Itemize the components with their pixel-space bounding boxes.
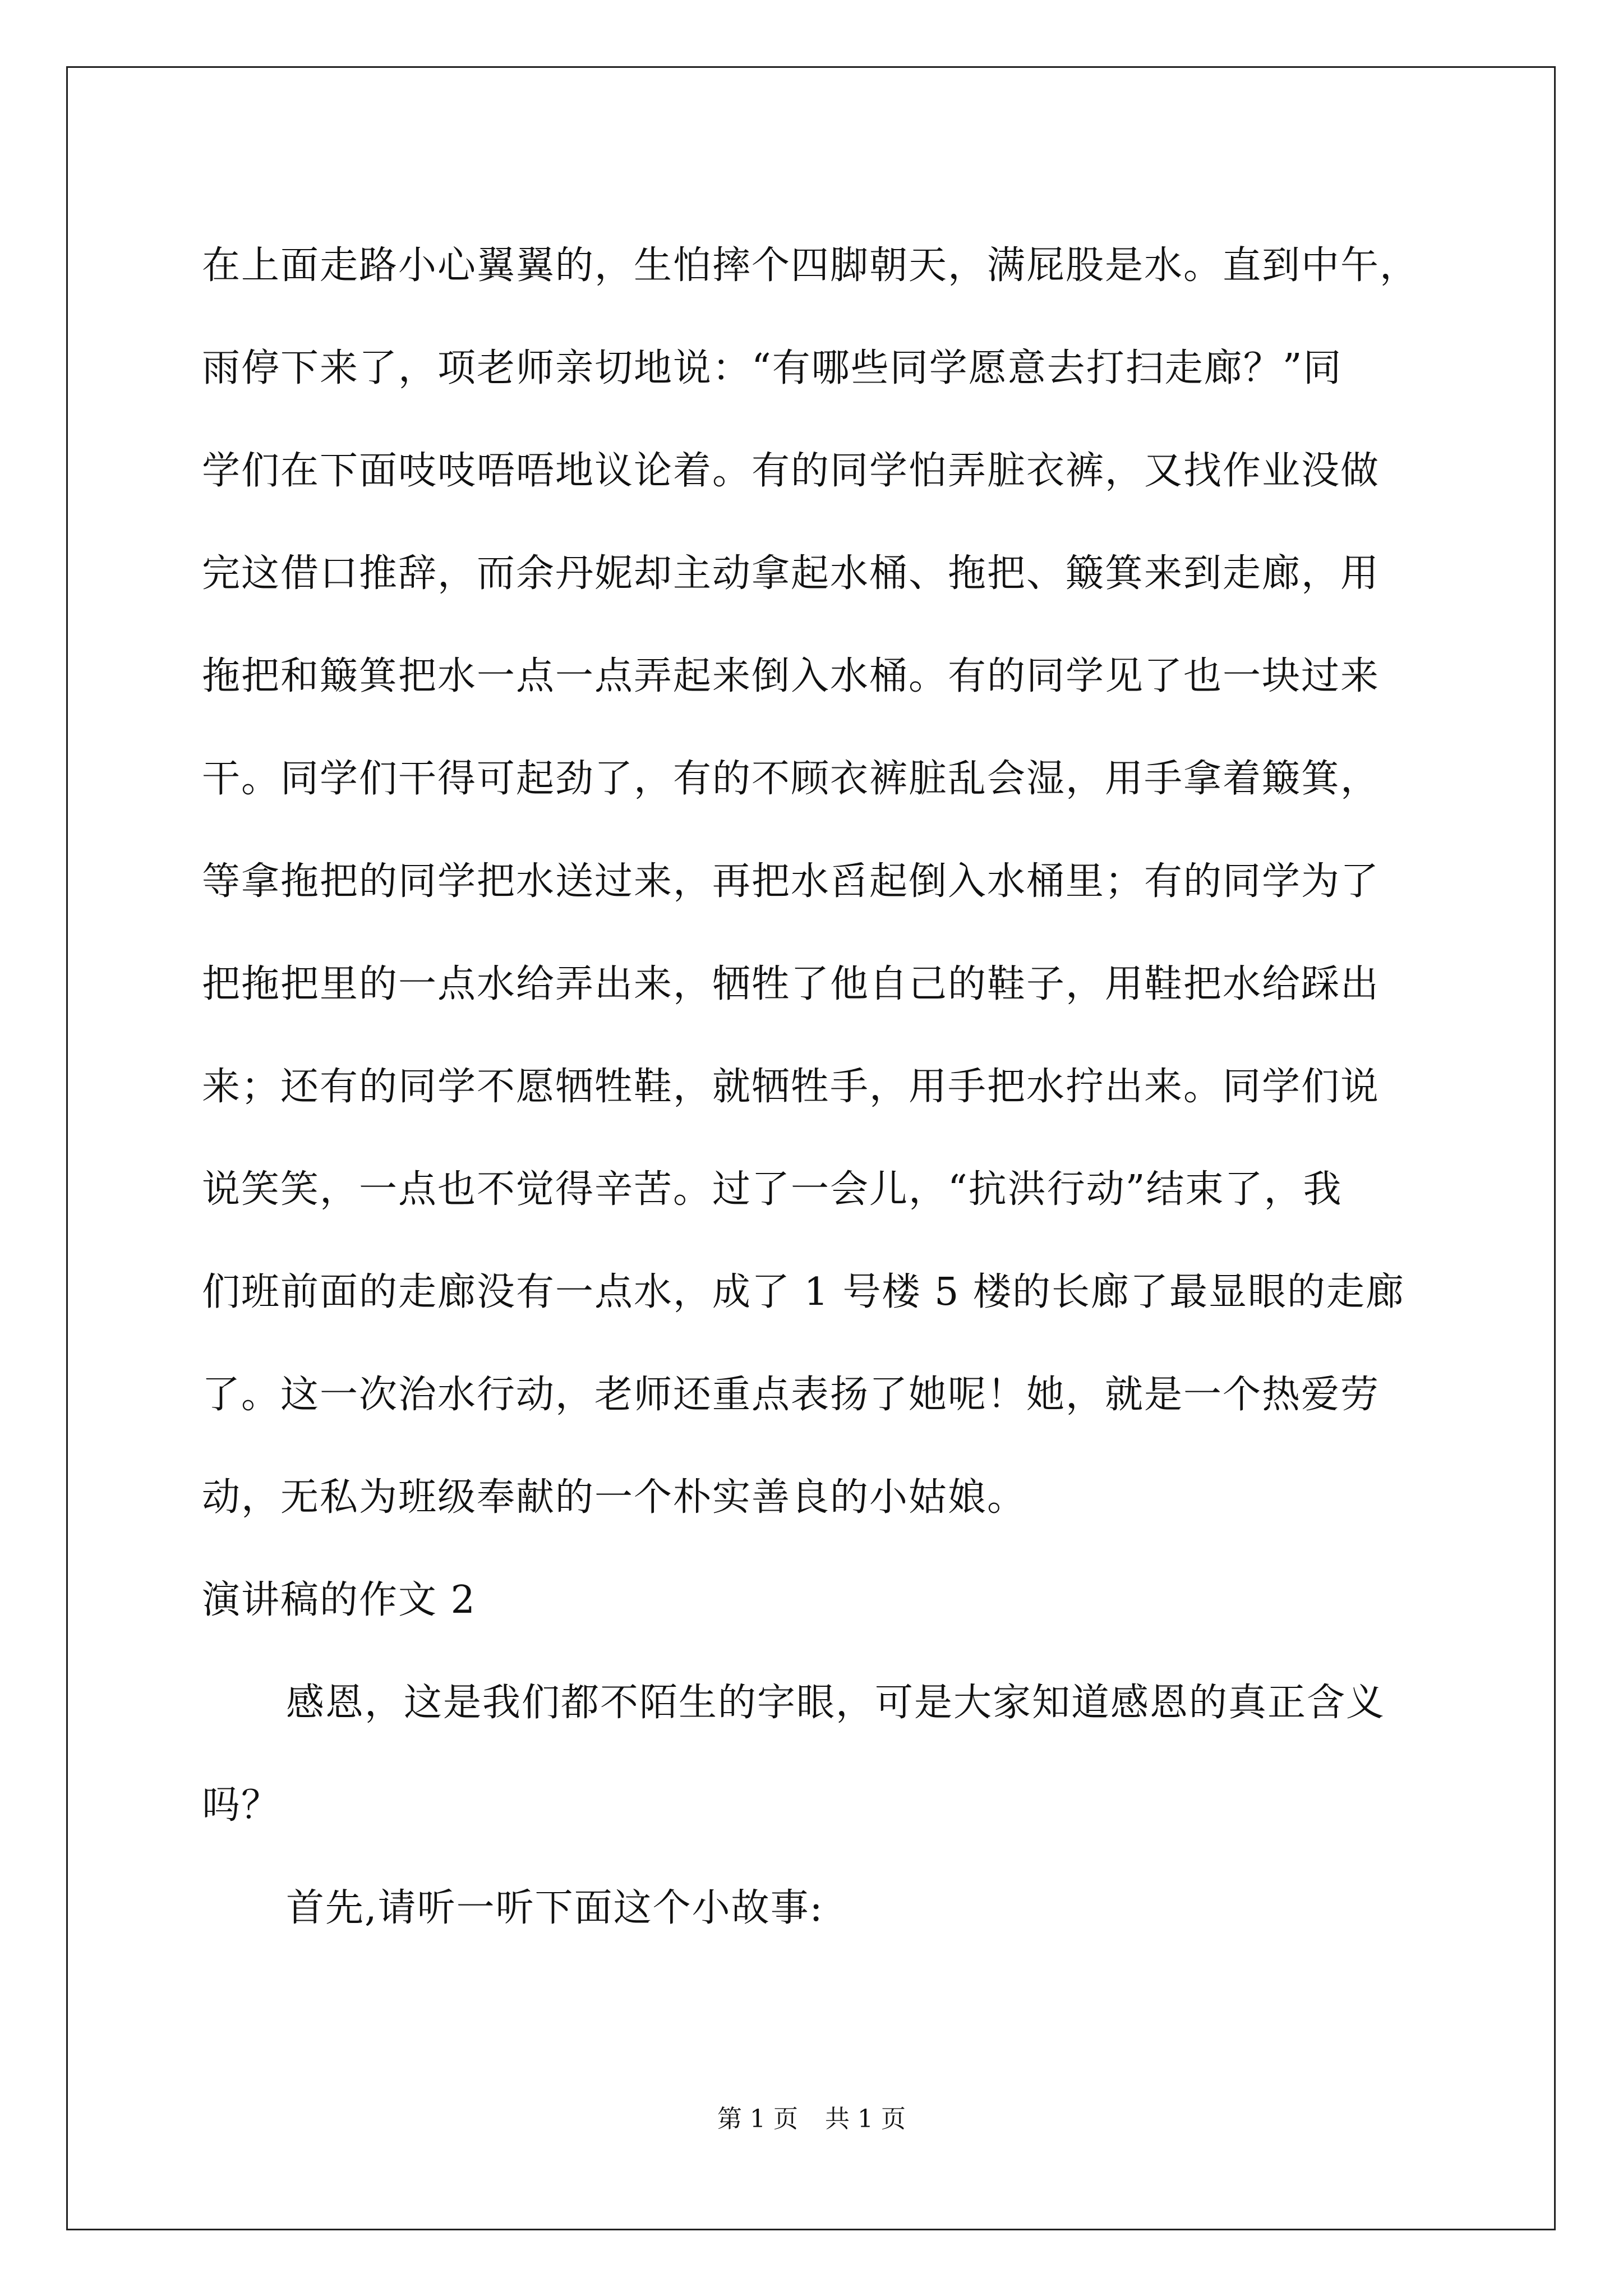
text-line: 们班前面的走廊没有一点水，成了 1 号楼 5 楼的长廊了最显眼的走廊 [202, 1270, 1405, 1314]
text-line: 学们在下面吱吱唔唔地议论着。有的同学怕弄脏衣裤，又找作业没做 [202, 449, 1380, 493]
paragraph-2 [202, 1651, 1436, 1857]
text-line: 首先,请听一听下面这个小故事: [286, 1886, 824, 1930]
text-line: 吗？ [202, 1783, 281, 1828]
page-number-current: 第 1 页 [717, 2105, 798, 2133]
text-line: 了。这一次治水行动，老师还重点表扬了她呢！她，就是一个热爱劳 [202, 1373, 1380, 1417]
text-line: 动，无私为班级奉献的一个朴实善良的小姑娘。 [202, 1475, 1027, 1520]
text-line: 干。同学们干得可起劲了，有的不顾衣裤脏乱会湿，用手拿着簸箕， [202, 757, 1380, 801]
text-line: 把拖把里的一点水给弄出来，牺牲了他自己的鞋子，用鞋把水给踩出 [202, 962, 1380, 1006]
page-footer [0, 2102, 1623, 2136]
text-line: 拖把和簸箕把水一点一点弄起来倒入水桶。有的同学见了也一块过来 [202, 654, 1380, 698]
text-line: 来；还有的同学不愿牺牲鞋，就牺牲手，用手把水拧出来。同学们说 [202, 1065, 1380, 1109]
text-line: 感恩，这是我们都不陌生的字眼，可是大家知道感恩的真正含义 [286, 1681, 1386, 1725]
text-line: 雨停下来了，项老师亲切地说：“有哪些同学愿意去打扫走廊？”同 [202, 346, 1343, 390]
page-number-total: 共 1 页 [825, 2105, 906, 2133]
paragraph-3 [202, 1857, 1436, 1959]
text-line: 等拿拖把的同学把水送过来，再把水舀起倒入水桶里；有的同学为了 [202, 859, 1380, 904]
text-line: 完这借口推辞，而余丹妮却主动拿起水桶、拖把、簸箕来到走廊，用 [202, 551, 1380, 596]
section-heading: 演讲稿的作文 2 [202, 1578, 476, 1622]
text-line: 说笑笑，一点也不觉得辛苦。过了一会儿，“抗洪行动”结束了，我 [202, 1167, 1343, 1212]
text-line: 在上面走路小心翼翼的，生怕摔个四脚朝天，满屁股是水。直到中午， [202, 243, 1419, 288]
document-body [202, 214, 1436, 1959]
paragraph-1 [202, 214, 1436, 1549]
